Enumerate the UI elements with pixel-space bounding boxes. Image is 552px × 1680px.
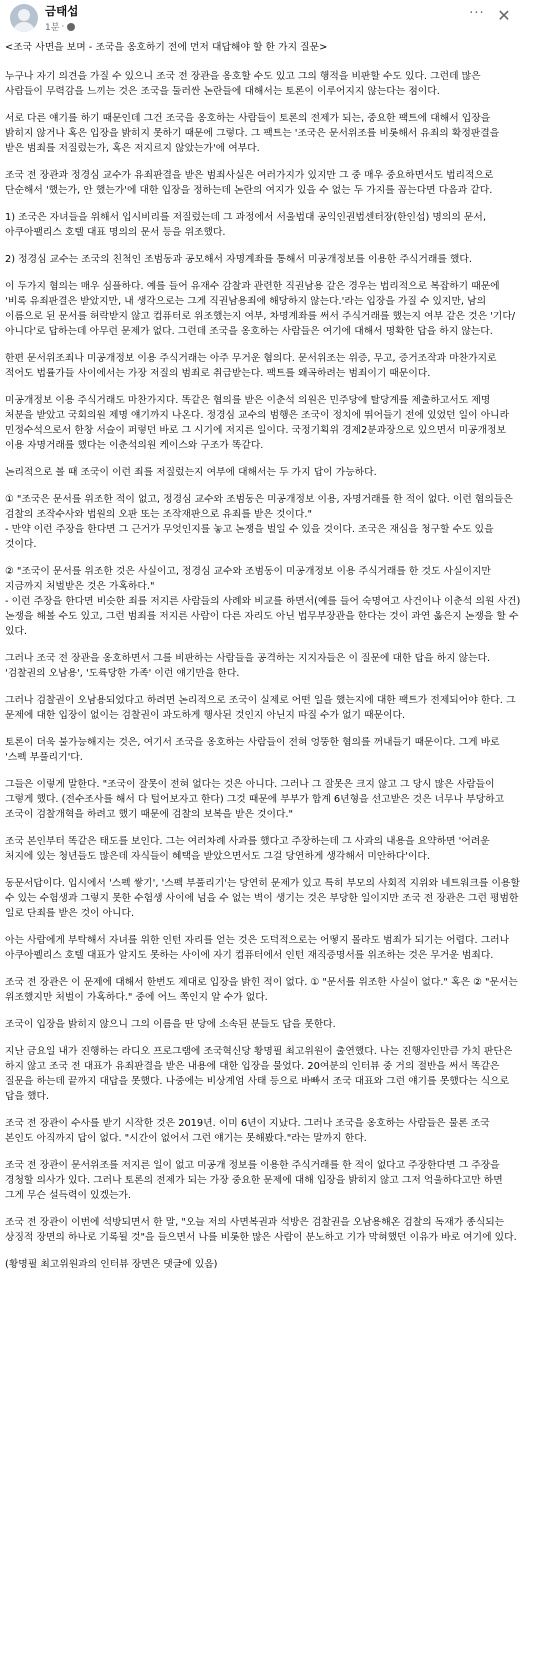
post-paragraph: ① "조국은 문서를 위조한 적이 없고, 정경심 교수와 조범동은 미공개정보 이용, 자명거래를 한 적이 없다. 이런 혐의들은 검찰의 조작수사와 법원의 오판 또는 조작재판으로 유죄를 받은 것이다." - 만약 이런 주장을 한다면 그 근거가 무엇인지를 놓고 논쟁을 벌일 수 있을 것이다. 조국은 재심을 청구할 수도 있을 것이다. — [5, 494, 513, 550]
post-time[interactable]: 1분 — [45, 23, 60, 33]
post-paragraph: 아는 사람에게 부탁해서 자녀를 위한 인턴 자리를 얻는 것은 도덕적으로는 어떻지 몰라도 범죄가 되기는 어렵다. 그러나 아쿠아펠리스 호텔 대표가 알지도 못하는 사이에 자기 컴퓨터에서 인턴 재직증명서를 위조하는 것은 무거운 범죄다. — [5, 935, 513, 961]
post-paragraph: (황명필 최고위원과의 인터뷰 장면은 댓글에 있음) — [5, 1259, 218, 1270]
post-meta — [45, 20, 75, 33]
post-paragraph: 조국 전 장관과 정경심 교수가 유죄판결을 받은 범죄사실은 여러가지가 있지만 그 중 매우 중요하면서도 법리적으로 단순해서 '했는가, 안 했는가'에 대한 입장을 정하는데 논란의 여지가 있을 수 없는 두 가지를 꼽는다면 다음과 같다. — [5, 170, 497, 196]
post-paragraph: 그들은 이렇게 말한다. "조국이 잘못이 전혀 없다는 것은 아니다. 그러나 그 잘못은 크지 않고 그 당시 많은 사람들이 그렇게 했다. (전수조사를 해서 다 털어보자고 한다) 그것 때문에 부부가 합계 6년형을 선고받은 것은 너무나 부당하고 조국이 검찰개혁을 하려고 했기 때문에 검찰의 보복을 받은 것이다." — [5, 779, 508, 820]
post-paragraph: 한편 문서위조죄나 미공개정보 이용 주식거래는 아주 무거운 혐의다. 문서위조는 위증, 무고, 증거조작과 마찬가지로 적어도 법률가들 사이에서는 가장 저질의 범죄로 취급받는다. 팩트를 왜곡하려는 범죄이기 때문이다. — [5, 353, 500, 379]
post-paragraph: 조국 전 장관은 이 문제에 대해서 한번도 제대로 입장을 밝힌 적이 없다. ① "문서를 위조한 사실이 없다." 혹은 ② "문서는 위조했지만 처벌이 가혹하다." 중에 어느 쪽인지 알 수가 없다. — [5, 977, 522, 1003]
post-paragraph: 2) 정경심 교수는 조국의 친척인 조범동과 공모해서 자명계좌를 통해서 미공개정보를 이용한 주식거래를 했다. — [5, 254, 472, 265]
post-paragraph: 그러나 조국 전 장관을 옹호하면서 그를 비판하는 사람들을 공격하는 지지자들은 이 질문에 대한 답을 하지 않는다. '검찰권의 오남용', '도륙당한 가족' 이런 얘기만을 한다. — [5, 653, 494, 679]
author-avatar[interactable] — [10, 4, 38, 32]
post-paragraph: 서로 다른 얘기를 하기 때문인데 그건 조국을 옹호하는 사람들이 토론의 전제가 되는, 중요한 팩트에 대해서 입장을 밝히지 않거나 혹은 입장을 밝히지 못하기 때문에 그렇다. 그 팩트는 '조국은 문서위조를 비롯해서 유죄의 확정판결을 받은 범죄를 저질렀는가, 혹은 저지르지 않았는가'에 여부다. — [5, 113, 503, 154]
post-header — [0, 0, 552, 36]
post-paragraph: 이 두가지 혐의는 매우 심플하다. 예를 들어 유재수 감찰과 관련한 직권남용 같은 경우는 법리적으로 복잡하기 때문에 '비록 유죄판결은 받았지만, 내 생각으로는 그게 직권남용죄에 해당하지 않는다.'라는 입장을 가질 수 있지만, 남의 이름으로 된 문서를 허락받지 않고 컴퓨터로 위조했는지 여부, 차명계좌를 써서 주식거래를 했는지 여부 같은 것은 '기다/아니다'로 답하는데 아무런 문제가 없다. 그런데 조국을 옹호하는 사람들은 여기에 대해서 명확한 답을 하지 않는다. — [5, 281, 516, 337]
post-paragraph: 토론이 더욱 불가능해지는 것은, 여기서 조국을 옹호하는 사람들이 전혀 엉뚱한 혐의를 꺼내들기 때문이다. 그게 바로 '스펙 부풀리기'다. — [5, 737, 503, 763]
post-paragraph: 조국 전 장관이 수사를 받기 시작한 것은 2019년. 이미 6년이 지났다. 그러나 조국을 옹호하는 사람들은 물론 조국 본인도 아직까지 답이 없다. "시간이 없어서 그런 얘기는 못해봤다."라는 말까지 한다. — [5, 1118, 493, 1144]
post-paragraph: 조국 본인부터 똑같은 태도를 보인다. 그는 여러차례 사과를 했다고 주장하는데 그 사과의 내용을 요약하면 '어려운 처지에 있는 청년들도 많은데 자식들이 혜택을 받았으면서도 그걸 당연하게 생각해서 미안하다'이다. — [5, 836, 493, 862]
post-paragraph: 누구나 자기 의견을 가질 수 있으니 조국 전 장관을 옹호할 수도 있고 그의 행적을 비판할 수도 있다. 그런데 많은 사람들이 무력감을 느끼는 것은 조국을 둘러싼 논란들에 대해서는 토론이 이루어지지 않는다는 점이다. — [5, 71, 484, 97]
post-paragraph: 1) 조국은 자녀들을 위해서 입시비리를 저질렀는데 그 과정에서 서울법대 공익인권법센터장(한인섭) 명의의 문서, 아쿠아팰리스 호텔 대표 명의의 문서 등을 위조했다. — [5, 212, 490, 238]
post-body — [5, 40, 521, 1284]
globe-icon — [67, 23, 75, 31]
post-paragraph: ② "조국이 문서를 위조한 것은 사실이고, 정경심 교수와 조범동이 미공개정보 이용 주식거래를 한 것도 사실이지만 지금까지 처벌받은 것은 가혹하다." - 이런 주장을 한다면 비슷한 죄를 저지른 사람들의 사례와 비교를 하면서(예를 들어 숙명여고 사건이나 이춘석 의원 사건) 논쟁을 해볼 수도 있고, 그런 범죄를 저지른 사람이 다른 자리도 아닌 법무부장관을 한다는 것이 과연 옳은지 논쟁을 할 수 있다. — [5, 566, 521, 637]
post-paragraph: 논리적으로 볼 때 조국이 이런 죄를 저질렀는지 여부에 대해서는 두 가지 답이 가능하다. — [5, 467, 377, 478]
author-name[interactable]: 금태섭 — [45, 4, 79, 18]
meta-separator: · — [61, 21, 65, 32]
post-paragraph: 지난 금요일 내가 진행하는 라디오 프로그램에 조국혁신당 황명필 최고위원이 출연했다. 나는 진행자인만큼 가치 판단은 하지 않고 조국 전 대표가 유죄판결을 받은 내용에 대한 입장을 물었다. 20여분의 인터뷰 중 거의 절반을 써서 똑같은 질문을 하는데 끝까지 대답을 못했다. 나중에는 비상계엄 사태 등으로 바빠서 조국 대표와 그런 얘기를 못했다는 식으로 답을 했다. — [5, 1046, 516, 1102]
post-title: <조국 사면을 보며 - 조국을 옹호하기 전에 먼저 대답해야 할 한 가지 질문> — [5, 42, 328, 53]
post-paragraph: 조국 전 장관이 이번에 석방되면서 한 말, "오늘 저의 사면복권과 석방은 검찰권을 오남용해온 검찰의 독재가 종식되는 상징적 장면의 하나로 기록될 것"을 들으면서 나를 비롯한 많은 사람이 분노하고 기가 막혀했던 이유가 바로 여기에 있다. — [5, 1217, 517, 1243]
post-paragraph: 미공개정보 이용 주식거래도 마찬가지다. 똑같은 혐의를 받은 이춘석 의원은 민주당에 탈당계를 제출하고서도 제명 처분을 받았고 국회의원 제명 얘기까지 나온다. 정경심 교수의 범행은 조국이 정치에 뛰어들기 전에 있었던 일이 아니라 민정수석으로서 한창 서슬이 퍼렇던 바로 그 시기에 저지른 일이다. 국정기획위 경제2분과장으로 있으면서 미공개정보 이용 자명거래를 했다는 이춘석의원 케이스와 구조가 똑같다. — [5, 395, 513, 451]
post-paragraph: 그러나 검찰권이 오남용되었다고 하려면 논리적으로 조국이 실제로 어떤 일을 했는지에 대한 팩트가 전제되어야 한다. 그 문제에 대한 입장이 없이는 검찰권이 과도하게 행사된 것인지 아닌지 따질 수가 없기 때문이다. — [5, 695, 519, 721]
post-paragraph: 동문서답이다. 입시에서 '스펙 쌓기', '스펙 부풀리기'는 당연히 문제가 있고 특히 부모의 사회적 지위와 네트워크를 이용할 수 있는 수험생과 그렇지 못한 수험생 사이에 넘을 수 없는 벽이 생기는 것은 부당한 일이지만 조국 전 장관은 그런 평범한 일로 단죄를 받은 것이 아니다. — [5, 878, 523, 919]
more-options-button[interactable]: ··· — [469, 6, 485, 21]
post-paragraph: 조국이 입장을 밝히지 않으니 그의 이름을 딴 당에 소속된 분들도 답을 못한다. — [5, 1019, 336, 1030]
close-button[interactable]: ✕ — [497, 6, 511, 25]
post-paragraph: 조국 전 장관이 문서위조를 저지른 일이 없고 미공개 정보를 이용한 주식거래를 한 적이 없다고 주장한다면 그 주장을 경청할 의사가 있다. 그러나 토론의 전제가 되는 가장 중요한 문제에 대해 입장을 밝히지 않고 그저 억울하다고만 하면 그게 무슨 설득력이 있겠는가. — [5, 1160, 506, 1201]
